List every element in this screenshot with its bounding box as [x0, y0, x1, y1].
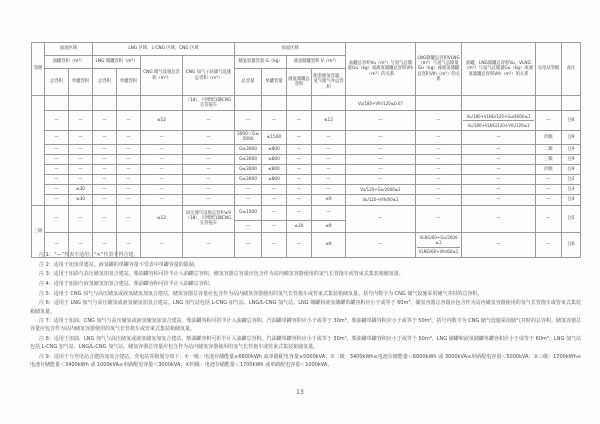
cell: — [45, 144, 69, 154]
cell: — [235, 194, 262, 205]
header-h2-single: 单罐容量 [262, 69, 287, 96]
cell: — [141, 174, 183, 184]
remark-cell: 注9 [562, 144, 581, 154]
header-cng-substation: CNG 加气子站储气设施总容积（m³） [183, 56, 235, 96]
cell: — [117, 184, 141, 194]
cell: — [536, 194, 562, 205]
cell: — [69, 131, 93, 145]
cell: — [93, 131, 117, 145]
cell: — [69, 232, 93, 257]
cell: — [462, 174, 536, 184]
cell: — [262, 220, 287, 232]
cell: — [235, 232, 262, 257]
table-row [32, 96, 581, 111]
cng-substation-note-cell: 固定储气设施总容积≤9（18），可增配1辆CNG长管拖车 [183, 205, 235, 232]
cell: — [45, 205, 69, 232]
cell: — [117, 205, 141, 232]
cell: — [69, 111, 93, 131]
cell: — [93, 184, 117, 194]
note-1: 注 1：“—”代表不适用；“×”代表不得合建。 [39, 252, 139, 258]
cell: — [312, 131, 346, 145]
cell [45, 96, 69, 111]
cell: — [416, 111, 462, 131]
remark-cell: 注3 [562, 184, 581, 194]
cell: — [141, 194, 183, 205]
cell: — [45, 154, 69, 164]
cell: — [536, 205, 562, 232]
header-lh2-support: 配套储氢容器、氢气储气井总容积 [312, 69, 346, 96]
cell: — [117, 194, 141, 205]
cell: — [262, 184, 287, 194]
charging-grade-cell: 三级 [536, 154, 562, 164]
cell: — [45, 131, 69, 145]
cell: — [262, 232, 287, 257]
lh2-support-limit-cell: ≤9 [312, 194, 346, 205]
cell: — [117, 164, 141, 174]
header-oil-tank: 油罐容积（m³） [45, 56, 93, 69]
lh2-support-limit-cell: ≤9 [312, 220, 346, 232]
header-grade: 等级 [32, 43, 45, 96]
cell: — [346, 174, 416, 184]
cell [235, 96, 262, 111]
remark-cell: 注9 [562, 131, 581, 145]
table-row [32, 144, 581, 154]
oil-single-limit-cell: ≤30 [69, 184, 93, 194]
cell: — [117, 174, 141, 184]
header-lh2-total: 液氢储罐总容积 [287, 69, 312, 96]
cell: — [346, 111, 416, 131]
cell: — [183, 154, 235, 164]
cell: — [287, 194, 312, 205]
cell: — [117, 131, 141, 145]
cell: — [69, 164, 93, 174]
cell: — [117, 232, 141, 257]
cell: — [183, 131, 235, 145]
table-notes [30, 251, 581, 371]
formula-line: Vu/180+VLNG/120+Vlh/120≤1 [463, 120, 534, 129]
lh2-support-limit-cell: ≤9 [312, 232, 346, 257]
note-2: 注 2：适用于加氢单建站。液氢罐的单罐容量不受表中单罐容量的限制。 [39, 261, 199, 268]
cell: — [93, 174, 117, 184]
cell: — [45, 111, 69, 131]
cell: — [117, 111, 141, 131]
h2-total-range-cell: 3000＜G≤5000 [235, 131, 262, 145]
cell: — [462, 194, 536, 205]
cell [262, 96, 287, 111]
header-h2-capacity: 储氢容器容量 G（kg） [235, 56, 287, 69]
cell: — [93, 111, 117, 131]
cell [416, 96, 462, 111]
lh2-total-limit-cell: ≤30 [287, 220, 312, 232]
table-row [32, 154, 581, 164]
cell [287, 96, 312, 111]
header-refuel-zone: 加油区域 [45, 43, 93, 56]
remark-cell: 注8 [562, 111, 581, 131]
cell: — [235, 184, 262, 194]
table-row [32, 194, 581, 205]
cell: — [346, 205, 416, 232]
cell: — [45, 174, 69, 184]
cell [117, 96, 141, 111]
cell: — [416, 131, 462, 145]
cell: — [536, 232, 562, 257]
cell [93, 96, 117, 111]
cell: — [287, 174, 312, 184]
cell: — [346, 144, 416, 154]
cell: — [462, 184, 536, 194]
cell: — [183, 144, 235, 154]
cell [69, 96, 93, 111]
relation-formula-cell: Vu/180+Vlh/120≤0.67 [346, 96, 416, 111]
charging-grade-cell: 四级 [536, 131, 562, 145]
remark-cell: 注5 [562, 205, 581, 232]
cell: — [45, 232, 69, 257]
oil-single-limit-cell: ≤30 [69, 194, 93, 205]
table-row [32, 111, 581, 131]
h2-single-limit-cell: ≤800 [262, 174, 287, 184]
remark-cell: 注9 [562, 164, 581, 174]
cell: — [183, 194, 235, 205]
cell: — [93, 194, 117, 205]
charging-grade-cell: 二级 [536, 144, 562, 154]
cell [141, 96, 183, 111]
page-number: 13 [296, 389, 304, 396]
cng-total-limit-cell: ≤12 [141, 111, 183, 131]
cell: — [312, 154, 346, 164]
cell: — [416, 184, 462, 194]
cell: — [45, 184, 69, 194]
note-4: 注 4：适用于加油与液氢储氢加氢合建站。柴油罐容积可折半计入油罐总容积。 [39, 281, 214, 288]
cell: — [287, 111, 312, 131]
header-lng-total: 总容积 [93, 69, 117, 96]
cell: — [141, 144, 183, 154]
cell: — [93, 232, 117, 257]
cell: — [93, 205, 117, 232]
header-oil-single: 单罐容积 [69, 69, 93, 96]
cell: — [45, 194, 69, 205]
cell: — [287, 131, 312, 145]
cell: — [287, 184, 312, 194]
cell: — [262, 205, 287, 220]
cng-substation-note-cell: （18），可增配1辆CNG长管拖车 [183, 96, 235, 111]
cell: — [69, 144, 93, 154]
cell [312, 96, 346, 111]
h2-single-limit-cell: ≤800 [262, 154, 287, 164]
cell: — [117, 144, 141, 154]
remark-cell: 注6 [562, 232, 581, 257]
relation-formula-cell: Vu/120+Gu/2000≤1 [346, 184, 416, 194]
header-cng-total: CNG 储气设施总容积（m³） [141, 56, 183, 96]
note-5: 注 5：适用于 CNG 加气与高压储氢或液氢储氢加氢合建站。储氢容器总容量应包含作为站内储氢容器使用的氢气长管拖车或管束式集装箱储氢量。括号内数字为 CNG 储气设施采用储气井时的总容积。 [39, 290, 483, 297]
cng-total-limit-cell: ≤12 [141, 205, 183, 232]
cell: — [141, 184, 183, 194]
header-relation-oil-lng: 油罐、LNG储罐总容积Vu、VLNG（m³）与氢气总储量Gu（kg）或液氢储罐总容积Vlh（m³）的关系 [462, 43, 536, 96]
remark-cell: 注9 [562, 154, 581, 164]
h2-single-limit-cell: ≤800 [262, 144, 287, 154]
cell: — [536, 174, 562, 184]
table-row [32, 131, 581, 145]
cell: — [416, 205, 462, 232]
remark-cell: 注2 [562, 174, 581, 184]
cell: — [312, 164, 346, 174]
relation-formula-cell: Vu/120+Vlh/60≤1 [346, 194, 416, 205]
table-row [32, 184, 581, 194]
header-charging-grade: 充电站等级 [536, 43, 562, 96]
cell: — [287, 144, 312, 154]
header-gas-zone: LNG 区域、L-CNG 区域、CNG 区域 [93, 43, 235, 56]
h2-total-range-cell: G≤3000 [235, 154, 262, 164]
cell: — [312, 174, 346, 184]
header-remark: 备注 [562, 43, 581, 96]
table-row [32, 205, 581, 220]
header-relation-oil: 油罐总容积Vu（m³）与氢气总储量Gu（kg）或液氢储罐总容积Vlh（m³）的关系 [346, 43, 416, 96]
cell: — [287, 205, 312, 220]
h2-total-range-cell: G≤3000 [235, 174, 262, 184]
cell: — [287, 154, 312, 164]
header-lh2-tank: 液氢储罐容积 V（m³） [287, 56, 346, 69]
note-3: 注 3：适用于加油与高压储氢加氢合建站。柴油罐容积可折半计入油罐总容积。储氢容器总容量应包含作为站内储氢容器使用的氢气长管拖车或管束式集装箱储氢量。 [39, 271, 404, 278]
cell: — [69, 174, 93, 184]
grade-group-three: 三级 [32, 205, 45, 257]
h2-single-limit-cell: ≤1500 [262, 131, 287, 145]
cell: — [183, 232, 235, 257]
cell: — [346, 164, 416, 174]
h2-total-range-cell: G≤1000 [235, 205, 262, 220]
cell [536, 96, 562, 111]
header-lng-tank: LNG 储罐容积（m³） [93, 56, 141, 69]
grade-group-upper [32, 96, 45, 206]
cell: — [235, 220, 262, 232]
cell: — [312, 184, 346, 194]
cell: — [346, 131, 416, 145]
cell: — [536, 111, 562, 131]
note-8: 注 8：适用于加油、LNG 加气与高压储氢或液氢储氢加氢合建站。柴油罐容积可折半计入油罐总容积。汽油罐单罐容积应小于或等于 30m³，柴油罐单罐容积应小于或等于 50m³，LNG 储罐和液氢储罐单罐容积应小于或等于 60m³。LNG 加气站包括 L-CNG 加气站、LNG/L-CNG 加气站。储氢容器总容量应包含作为站内储氢容器使用的氢气长管拖车或管束式集装箱储氢量。 [30, 336, 581, 351]
h2-total-range-cell: G≤3000 [235, 144, 262, 154]
cell: — [262, 111, 287, 131]
cell: — [462, 164, 536, 174]
cell: — [346, 232, 416, 257]
formula-line: VLNG/60+Vlh/60≤1 [417, 247, 460, 256]
lh2-support-limit-cell: ≤12 [312, 111, 346, 131]
note-9: 注 9：适用于与充电站合建的加氢合建站。充电站等级划分如下：①一级：电池存储能量≥6800kWh 或单路配电容量≥5000kVA；②二级：3400kWh≤电池存储能量＜6800kWh 或 3000kVA≤单路配电容量＜5000kVA；③三级：1700kWh≤电池存储能量＜3400kWh 或 1000kVA≤单路配电容量＜3000kVA；④四级：电池存储能量＜1700kWh 或单路配电容量＜1000kVA。 [30, 353, 581, 368]
cell [462, 96, 536, 111]
cell: — [416, 194, 462, 205]
cell [562, 96, 581, 111]
cell: — [416, 174, 462, 184]
h2-total-range-cell: G≤3000 [235, 164, 262, 174]
cell: — [416, 144, 462, 154]
cell: — [117, 154, 141, 164]
cell: — [462, 154, 536, 164]
cell: — [416, 154, 462, 164]
note-6: 注 6：适用于 LNG 加气与高压储氢或液氢储氢加氢合建站。LNG 加气站包括 L-CNG 加气站、LNG/L-CNG 加气站。LNG 储罐和液氢储罐单罐容积应小于或等于 60m³。储氢容器总容量应包含作为站内储氢容器使用的氢气长管拖车或管束式集装箱储氢量。 [30, 300, 581, 315]
cell: — [536, 184, 562, 194]
cell: — [462, 144, 536, 154]
cell: — [416, 164, 462, 174]
cell: — [462, 131, 536, 145]
cell: — [141, 164, 183, 174]
cell: — [287, 164, 312, 174]
cell: — [45, 164, 69, 174]
cell: — [262, 194, 287, 205]
cell: — [183, 111, 235, 131]
cell: — [183, 164, 235, 174]
table-row [32, 164, 581, 174]
header-h2-total: 总容量 [235, 69, 262, 96]
header-hydrogen-zone: 加氢区域 [235, 43, 346, 56]
header-oil-total: 总容积 [45, 69, 69, 96]
cell: — [312, 144, 346, 154]
note-7: 注 7：适用于加油、CNG 加气与高压储氢或液氢储氢加氢合建站。柴油罐容积可折半计入油罐总容积。汽油罐单罐容积应小于或等于 30m³，柴油罐单罐容积应小于或等于 50m³。括号内数字为 CNG 储气设施采用储气井时的总容积。储氢容器总容量应包含作为站内储氢容器使用的氢气长管拖车或管束式集装箱储氢量。 [30, 318, 581, 333]
header-relation-lng: LNG储罐总容积VLNG（m³）与氢气总储量Gu（kg）或液氢储罐总容积Vlh（m³）的关系 [416, 43, 462, 96]
cell: — [141, 131, 183, 145]
cell: — [93, 144, 117, 154]
remark-cell: 注4 [562, 194, 581, 205]
table-row [32, 174, 581, 184]
formula-line: Vu/180+VLNG/120+Gu/4000≤1 [466, 113, 531, 119]
header-lng-single: 单罐容积 [117, 69, 141, 96]
formula-line: VLNG/60+Gu/2000≤1 [419, 235, 458, 246]
cell: — [183, 184, 235, 194]
cell: — [69, 154, 93, 164]
relation-formula-cell [462, 111, 536, 131]
cell: — [93, 164, 117, 174]
charging-grade-cell: 四级 [536, 164, 562, 174]
cell: — [183, 174, 235, 184]
cell: — [141, 232, 183, 257]
cell: — [287, 232, 312, 257]
cell: — [141, 154, 183, 164]
cell: — [69, 205, 93, 232]
cell: — [462, 232, 536, 257]
h2-single-limit-cell: ≤800 [262, 164, 287, 174]
station-grade-table [31, 42, 581, 258]
cell: — [312, 205, 346, 220]
cell: — [462, 205, 536, 232]
cell: — [346, 154, 416, 164]
cell: — [93, 154, 117, 164]
cell: — [235, 111, 262, 131]
